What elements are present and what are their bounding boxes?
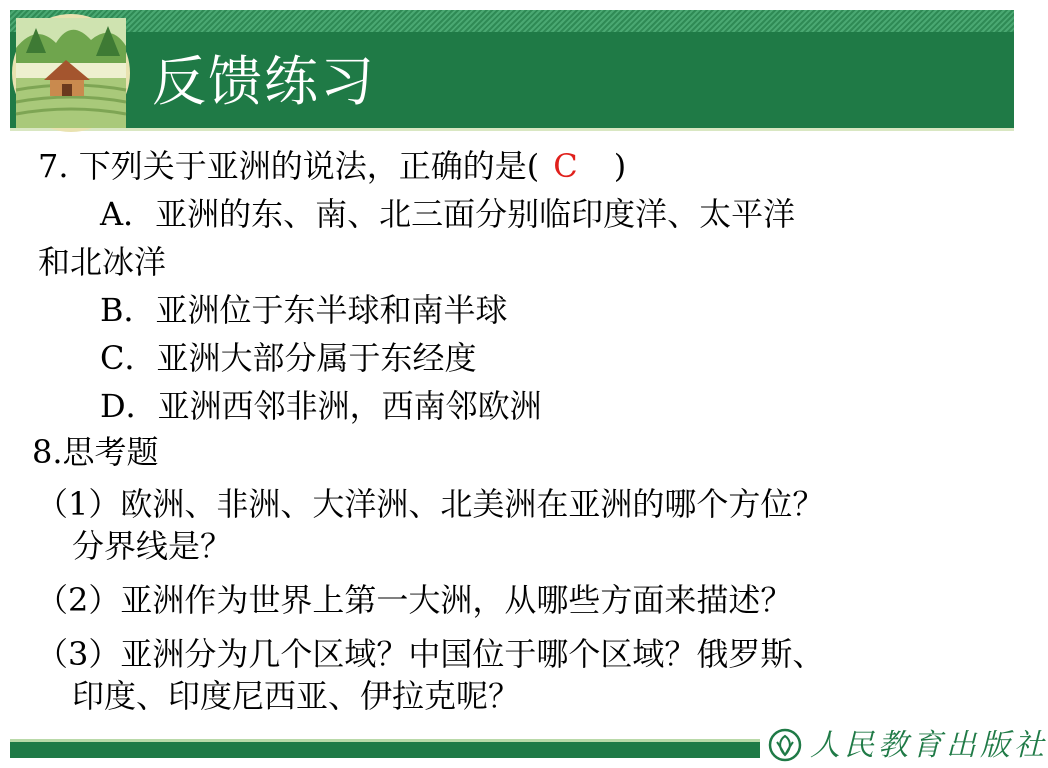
question7-stem: [38, 144, 626, 188]
question7-stem-prefix: 7. 下列关于亚洲的说法，正确的是(: [38, 147, 540, 185]
question7-answer: C: [553, 147, 578, 185]
question8-item1: （1）欧洲、非洲、大洋洲、北美洲在亚洲的哪个方位？: [36, 485, 825, 523]
question7-option-a-continued: 和北冰洋: [38, 243, 167, 281]
question8-item2: （2）亚洲作为世界上第一大洲，从哪些方面来描述？: [36, 581, 793, 619]
question7-stem-suffix: ): [613, 147, 627, 185]
publisher-brand: [760, 722, 1048, 768]
question7-option-a: A．亚洲的东、南、北三面分别临印度洋、太平洋: [100, 195, 796, 233]
question8-heading: 8.思考题: [32, 433, 159, 471]
question8-item3: （3）亚洲分为几个区域？中国位于哪个区域？俄罗斯、: [36, 635, 825, 673]
question8-item3-continued: 印度、印度尼西亚、伊拉克呢？: [72, 677, 521, 715]
question7-option-c: C．亚洲大部分属于东经度: [100, 339, 477, 377]
question7-option-b: B．亚洲位于东半球和南半球: [100, 291, 508, 329]
footer: [0, 722, 1048, 768]
pep-logo-icon: [768, 728, 802, 762]
publisher-name: 人民教育出版社: [810, 728, 1048, 763]
question8-item1-continued: 分界线是？: [72, 527, 233, 565]
page-title: 反馈练习: [152, 50, 376, 113]
question7-option-d: D．亚洲西邻非洲，西南邻欧洲: [100, 387, 542, 425]
